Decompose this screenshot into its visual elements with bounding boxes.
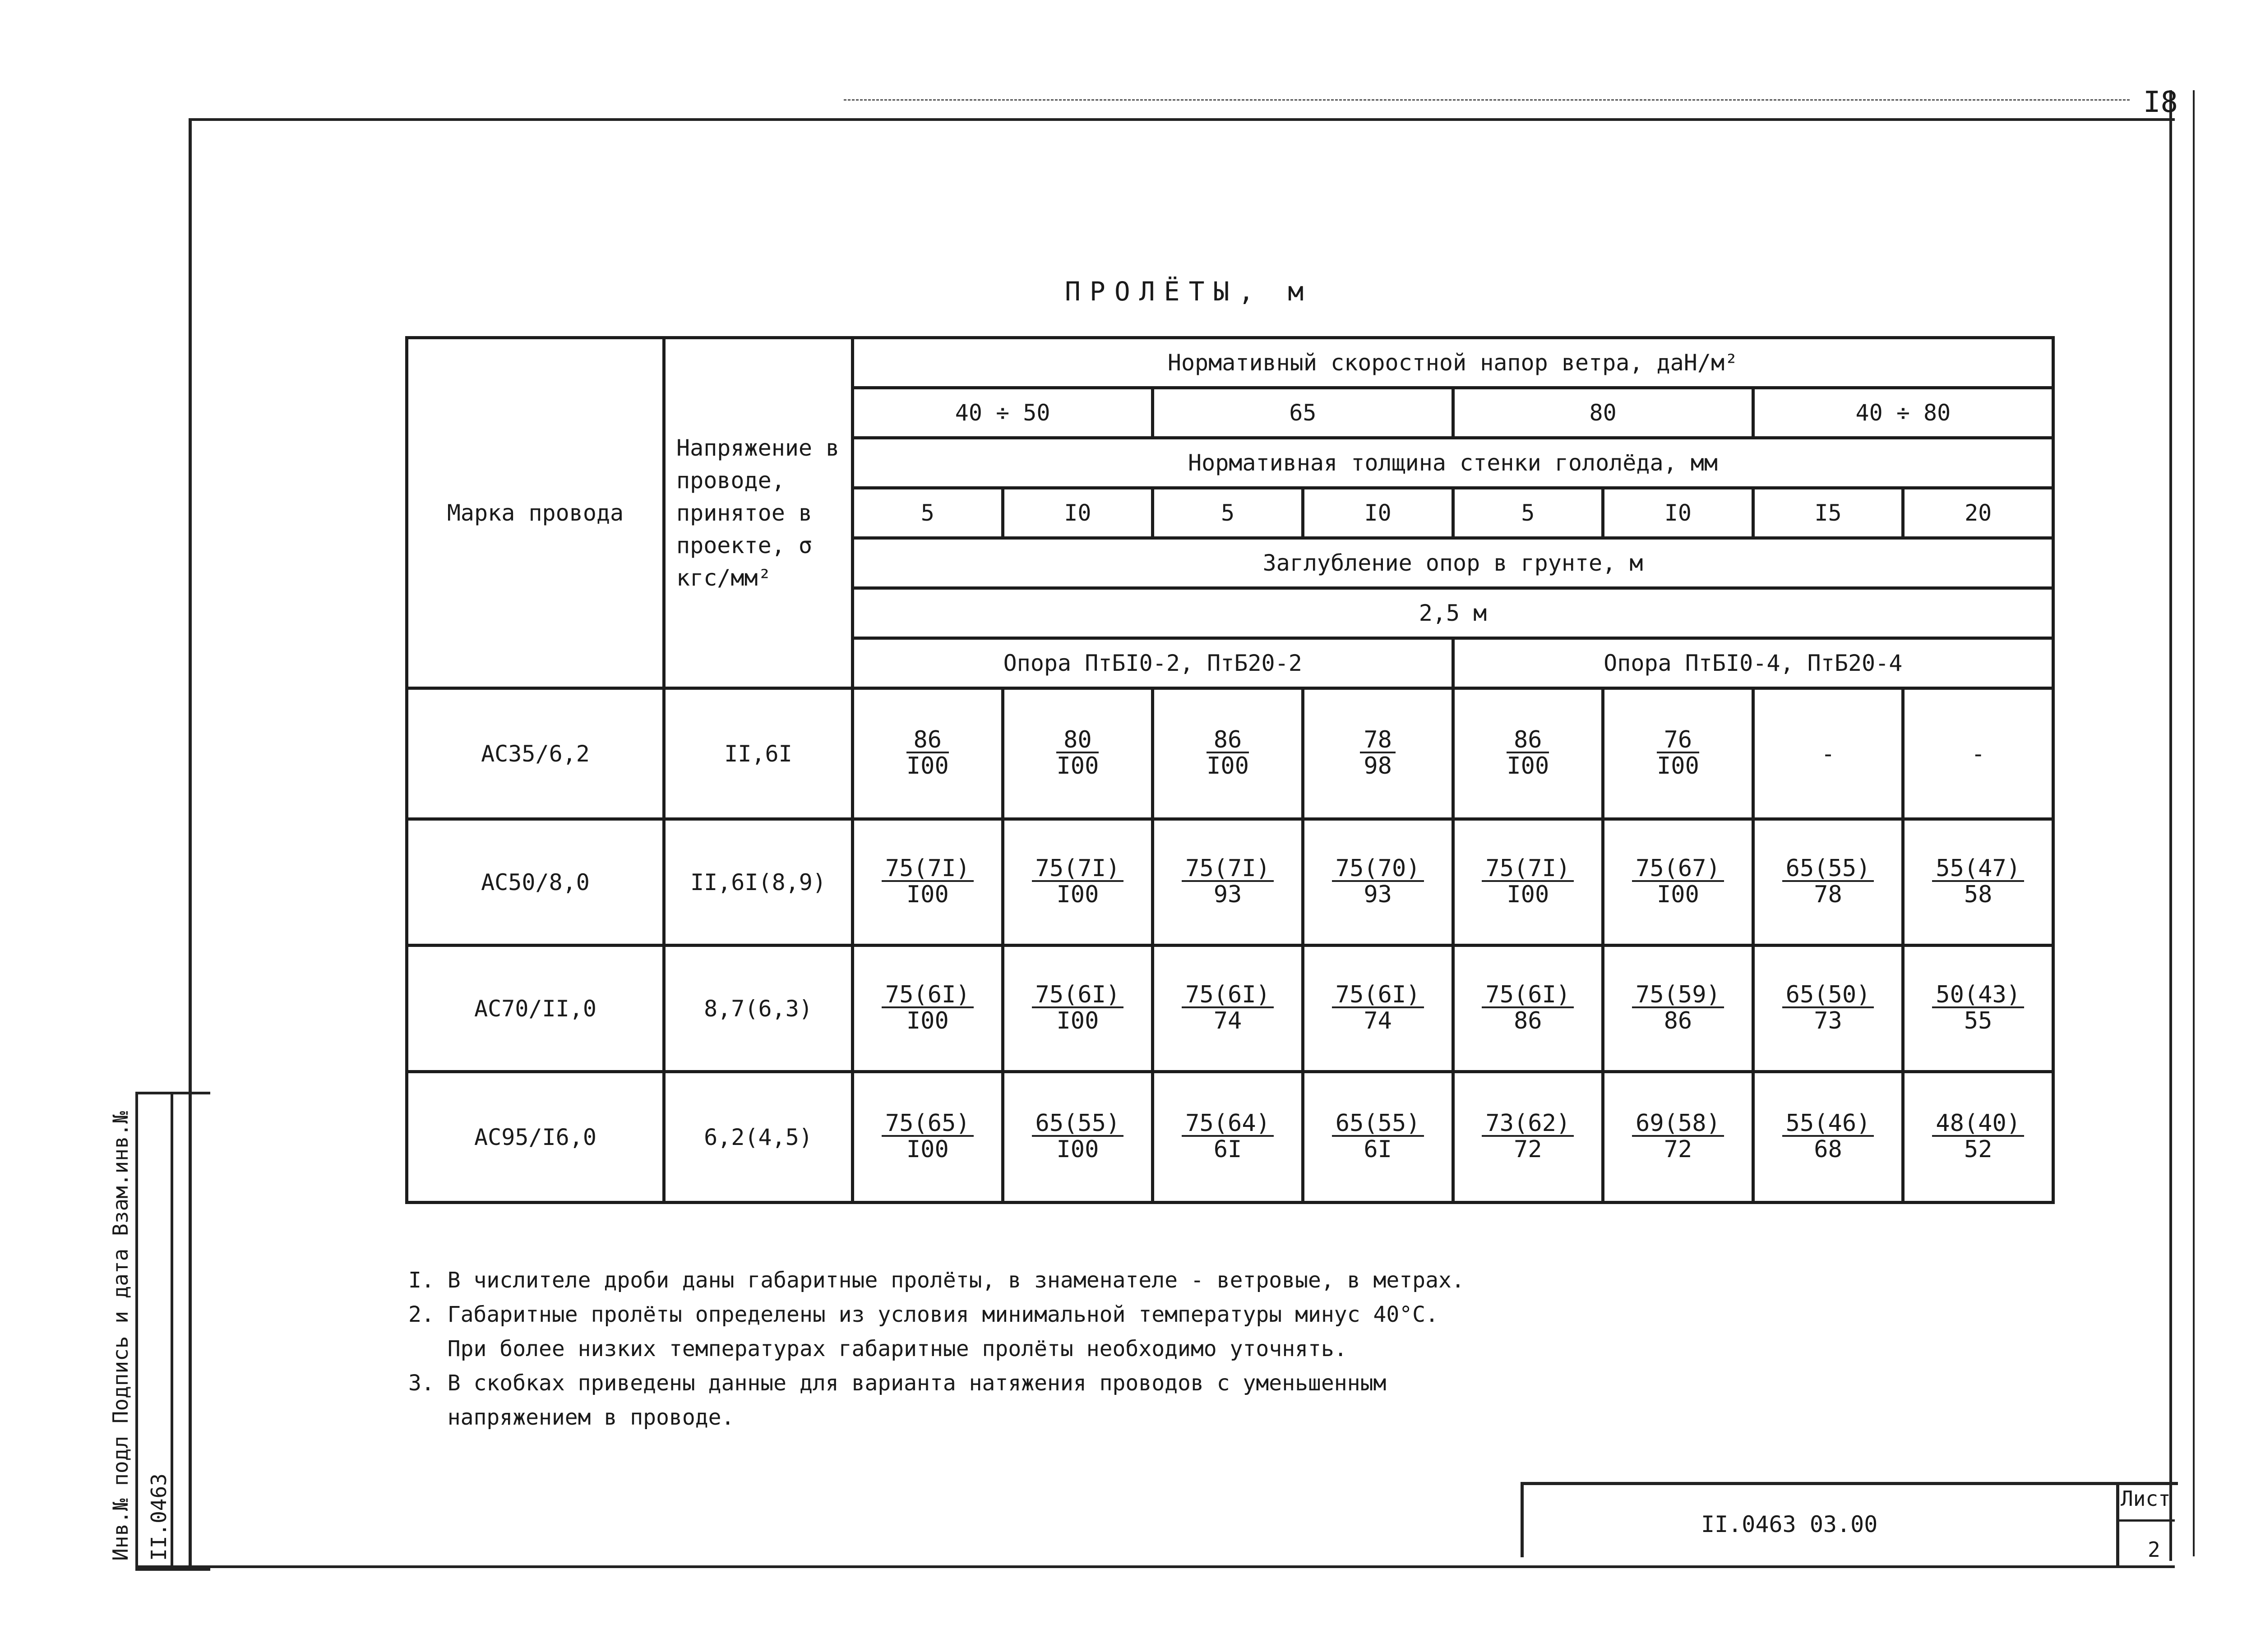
title-block-divider	[2116, 1482, 2119, 1565]
ice-value-1: 5	[853, 488, 1003, 538]
span-cell	[853, 819, 1003, 946]
span-cell	[1003, 688, 1153, 819]
span-cell	[853, 946, 1003, 1072]
span-cell	[1003, 1072, 1153, 1203]
gauge-span: 86	[1207, 728, 1249, 753]
span-cell	[1603, 946, 1753, 1072]
span-fraction	[1632, 1112, 1724, 1161]
span-cell	[1453, 819, 1603, 946]
gauge-span: 65(55)	[1782, 857, 1874, 882]
wind-span: I00	[1056, 1007, 1099, 1034]
span-fraction	[1482, 857, 1574, 906]
wind-value-2: 65	[1153, 388, 1453, 438]
span-fraction	[1032, 983, 1124, 1033]
span-fraction	[1207, 728, 1249, 778]
ice-value-7: I5	[1753, 488, 1903, 538]
wind-span: I00	[906, 881, 949, 908]
table-row	[407, 688, 2053, 819]
span-fraction	[1482, 983, 1574, 1033]
wind-span: 86	[1664, 1007, 1692, 1034]
gauge-span: 86	[1507, 728, 1549, 753]
row-stress: II,6I	[664, 688, 853, 819]
span-fraction	[1332, 1112, 1424, 1161]
wind-span: I00	[906, 1136, 949, 1163]
gauge-span: 55(46)	[1782, 1112, 1874, 1137]
document-code: II.0463 03.00	[1701, 1511, 1878, 1537]
support-b: Опора ПтБI0-4, ПтБ20-4	[1453, 638, 2053, 688]
wind-header: Нормативный скоростной напор ветра, даН/м²	[853, 338, 2053, 388]
span-fraction	[1932, 983, 2024, 1033]
spans-table	[405, 336, 2055, 1204]
span-fraction	[1632, 983, 1724, 1033]
wind-span: 6I	[1213, 1136, 1242, 1163]
span-cell	[1603, 688, 1753, 819]
row-mark: АС70/II,0	[407, 946, 664, 1072]
col-stress-header: Напряжение в проводе, принятое в проекте, σ кгс/мм²	[664, 338, 853, 688]
gauge-span: 50(43)	[1932, 983, 2024, 1008]
sheet-label: Лист	[2121, 1486, 2171, 1511]
wind-value-3: 80	[1453, 388, 1753, 438]
table-row	[407, 819, 2053, 946]
span-cell	[1603, 1072, 1753, 1203]
gauge-span: 75(7I)	[882, 857, 974, 882]
gauge-span: 55(47)	[1932, 857, 2024, 882]
span-fraction	[1332, 857, 1424, 906]
span-fraction	[882, 983, 974, 1033]
gauge-span: 80	[1056, 728, 1099, 753]
span-fraction	[1182, 857, 1274, 906]
wind-span: I00	[1056, 752, 1099, 780]
wind-span: 72	[1514, 1136, 1542, 1163]
span-fraction	[1507, 728, 1549, 778]
title-block-hline	[2116, 1519, 2175, 1522]
side-stamp-labels: Инв.№ подл Подпись и дата Взам.инв.№	[108, 1111, 133, 1561]
span-fraction	[1782, 857, 1874, 906]
span-cell	[1153, 946, 1303, 1072]
span-fraction	[906, 728, 949, 778]
span-cell	[1453, 946, 1603, 1072]
span-cell	[1303, 1072, 1453, 1203]
wind-span: 93	[1213, 881, 1242, 908]
span-cell	[1153, 1072, 1303, 1203]
note-3: 3. В скобках приведены данные для варианта натяжения проводов с уменьшенным	[408, 1371, 1387, 1396]
wind-span: I00	[1056, 1136, 1099, 1163]
notes	[408, 1263, 1465, 1435]
gauge-span: 75(6I)	[1482, 983, 1574, 1008]
ice-value-6: I0	[1603, 488, 1753, 538]
span-fraction	[1182, 1112, 1274, 1161]
gauge-span: 75(6I)	[1032, 983, 1124, 1008]
row-mark: АС95/I6,0	[407, 1072, 664, 1203]
span-fraction	[1032, 857, 1124, 906]
span-fraction	[1932, 1112, 2024, 1161]
table-row	[407, 1072, 2053, 1203]
wind-span: I00	[1056, 881, 1099, 908]
span-fraction	[1932, 857, 2024, 906]
gauge-span: 65(55)	[1332, 1112, 1424, 1137]
wind-span: I00	[1507, 881, 1549, 908]
wind-span: 78	[1814, 881, 1842, 908]
span-fraction	[1032, 1112, 1124, 1161]
span-cell	[1153, 688, 1303, 819]
span-fraction	[1056, 728, 1099, 778]
gauge-span: 73(62)	[1482, 1112, 1574, 1137]
gauge-span: 76	[1657, 728, 1699, 753]
wind-span: 72	[1664, 1136, 1692, 1163]
note-1: I. В числителе дроби даны габаритные пролёты, в знаменателе - ветровые, в метрах.	[408, 1268, 1465, 1293]
ice-value-3: 5	[1153, 488, 1303, 538]
wind-span: I00	[906, 752, 949, 780]
span-fraction	[1360, 728, 1396, 778]
span-cell	[1303, 819, 1453, 946]
gauge-span: 65(50)	[1782, 983, 1874, 1008]
gauge-span: 75(65)	[882, 1112, 974, 1137]
gauge-span: 48(40)	[1932, 1112, 2024, 1137]
frame-top	[190, 118, 2175, 121]
wind-span: 52	[1964, 1136, 1992, 1163]
ice-header: Нормативная толщина стенки гололёда, мм	[853, 438, 2053, 488]
page-title: ПРОЛЁТЫ, м	[1065, 276, 1313, 307]
span-cell	[1903, 946, 2053, 1072]
span-fraction	[1182, 983, 1274, 1033]
gauge-span: 75(7I)	[1032, 857, 1124, 882]
wind-span: 58	[1964, 881, 1992, 908]
gauge-span: 75(6I)	[882, 983, 974, 1008]
wind-span: 6I	[1364, 1136, 1392, 1163]
gauge-span: 75(6I)	[1332, 983, 1424, 1008]
wind-span: 68	[1814, 1136, 1842, 1163]
ice-value-4: I0	[1303, 488, 1453, 538]
frame-right	[2169, 90, 2172, 1561]
sheet-corner-number: I8	[2143, 86, 2178, 119]
ice-value-5: 5	[1453, 488, 1603, 538]
span-cell	[1903, 819, 2053, 946]
wind-span: I00	[1507, 752, 1549, 780]
span-dash: -	[1971, 740, 1985, 767]
ice-value-2: I0	[1003, 488, 1153, 538]
span-cell	[1753, 946, 1903, 1072]
span-fraction	[1332, 983, 1424, 1033]
side-stamp-inv-no: II.0463	[147, 1473, 171, 1561]
row-stress: 8,7(6,3)	[664, 946, 853, 1072]
span-cell	[853, 688, 1003, 819]
row-stress: II,6I(8,9)	[664, 819, 853, 946]
span-cell	[1603, 819, 1753, 946]
span-cell	[1903, 1072, 2053, 1203]
span-cell	[1453, 688, 1603, 819]
table-row	[407, 946, 2053, 1072]
gauge-span: 78	[1360, 728, 1396, 753]
span-cell	[1753, 819, 1903, 946]
col-mark-header: Марка провода	[407, 338, 664, 688]
wind-span: 55	[1964, 1007, 1992, 1034]
span-cell	[1753, 1072, 1903, 1203]
span-fraction	[1657, 728, 1699, 778]
gauge-span: 65(55)	[1032, 1112, 1124, 1137]
wind-span: 93	[1364, 881, 1392, 908]
note-2-cont: При более низких температурах габаритные пролёты необходимо уточнять.	[408, 1336, 1347, 1361]
wind-span: 86	[1514, 1007, 1542, 1034]
span-fraction	[1482, 1112, 1574, 1161]
span-dash: -	[1821, 740, 1835, 767]
wind-span: 74	[1364, 1007, 1392, 1034]
frame-right-outer	[2193, 90, 2195, 1556]
wind-span: I00	[1207, 752, 1249, 780]
gauge-span: 75(59)	[1632, 983, 1724, 1008]
frame-bottom	[135, 1565, 2175, 1568]
wind-span: I00	[906, 1007, 949, 1034]
span-fraction	[1782, 1112, 1874, 1161]
depth-value: 2,5 м	[853, 588, 2053, 638]
span-cell	[1753, 688, 1903, 819]
span-cell	[1003, 819, 1153, 946]
gauge-span: 86	[906, 728, 949, 753]
sheet-number: 2	[2148, 1537, 2160, 1562]
span-cell	[1003, 946, 1153, 1072]
wind-span: 74	[1213, 1007, 1242, 1034]
span-cell	[1453, 1072, 1603, 1203]
wind-span: I00	[1656, 881, 1699, 908]
note-3-cont: напряжением в проводе.	[408, 1405, 735, 1430]
wind-value-1: 40 ÷ 50	[853, 388, 1153, 438]
ice-value-8: 20	[1903, 488, 2053, 538]
span-fraction	[1782, 983, 1874, 1033]
wind-span: 73	[1814, 1007, 1842, 1034]
wind-span: 98	[1364, 752, 1392, 780]
gauge-span: 69(58)	[1632, 1112, 1724, 1137]
gauge-span: 75(67)	[1632, 857, 1724, 882]
top-dashed-line	[844, 99, 2130, 102]
support-a: Опора ПтБI0-2, ПтБ20-2	[853, 638, 1453, 688]
span-cell	[1153, 819, 1303, 946]
note-2: 2. Габаритные пролёты определены из условия минимальной температуры минус 40°С.	[408, 1302, 1438, 1327]
span-cell	[853, 1072, 1003, 1203]
row-mark: АС50/8,0	[407, 819, 664, 946]
span-fraction	[882, 857, 974, 906]
row-stress: 6,2(4,5)	[664, 1072, 853, 1203]
gauge-span: 75(70)	[1332, 857, 1424, 882]
span-cell	[1303, 946, 1453, 1072]
wind-span: I00	[1656, 752, 1699, 780]
gauge-span: 75(7I)	[1182, 857, 1274, 882]
gauge-span: 75(6I)	[1182, 983, 1274, 1008]
wind-value-4: 40 ÷ 80	[1753, 388, 2053, 438]
span-fraction	[882, 1112, 974, 1161]
span-fraction	[1632, 857, 1724, 906]
row-mark: АС35/6,2	[407, 688, 664, 819]
span-cell	[1303, 688, 1453, 819]
gauge-span: 75(64)	[1182, 1112, 1274, 1137]
span-cell	[1903, 688, 2053, 819]
depth-header: Заглубление опор в грунте, м	[853, 538, 2053, 588]
gauge-span: 75(7I)	[1482, 857, 1574, 882]
